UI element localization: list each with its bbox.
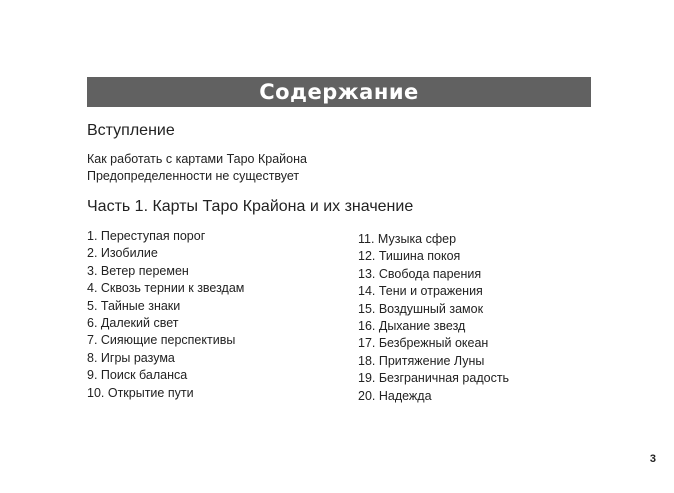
toc-item: 6. Далекий свет [87,316,179,331]
toc-item: 1. Переступая порог [87,229,206,243]
toc-item: 4. Сквозь тернии к звездам [87,281,245,296]
toc-item: 10. Открытие пути [87,385,194,400]
toc-item: 11. Музыка сфер [358,232,457,246]
toc-list-right [358,231,509,405]
toc-item: 15. Воздушный замок [358,301,484,316]
toc-item: 8. Игры разума [87,350,175,365]
toc-item: 17. Безбрежный океан [358,336,489,351]
intro-heading: Вступление [87,122,175,139]
toc-item: 2. Изобилие [87,246,158,261]
intro-line: Предопределенности не существует [87,169,300,183]
toc-item: 14. Тени и отражения [358,284,483,299]
intro-line: Как работать с картами Таро Крайона [87,152,307,166]
toc-item: 9. Поиск баланса [87,368,188,383]
toc-item: 12. Тишина покоя [358,249,461,264]
intro-lines [87,151,307,185]
toc-list-left [87,228,244,402]
toc-item: 18. Притяжение Луны [358,353,485,368]
page-title: Содержание [259,80,419,104]
toc-item: 20. Надежда [358,388,432,403]
part1-heading: Часть 1. Карты Таро Крайона и их значение [87,198,414,215]
toc-item: 13. Свобода парения [358,266,482,281]
page-number: 3 [649,453,656,465]
toc-item: 16. Дыхание звезд [358,319,466,334]
toc-item: 19. Безграничная радость [358,371,510,386]
toc-item: 5. Тайные знаки [87,298,181,313]
toc-item: 7. Сияющие перспективы [87,333,236,348]
title-banner [87,77,591,107]
toc-item: 3. Ветер перемен [87,263,189,278]
